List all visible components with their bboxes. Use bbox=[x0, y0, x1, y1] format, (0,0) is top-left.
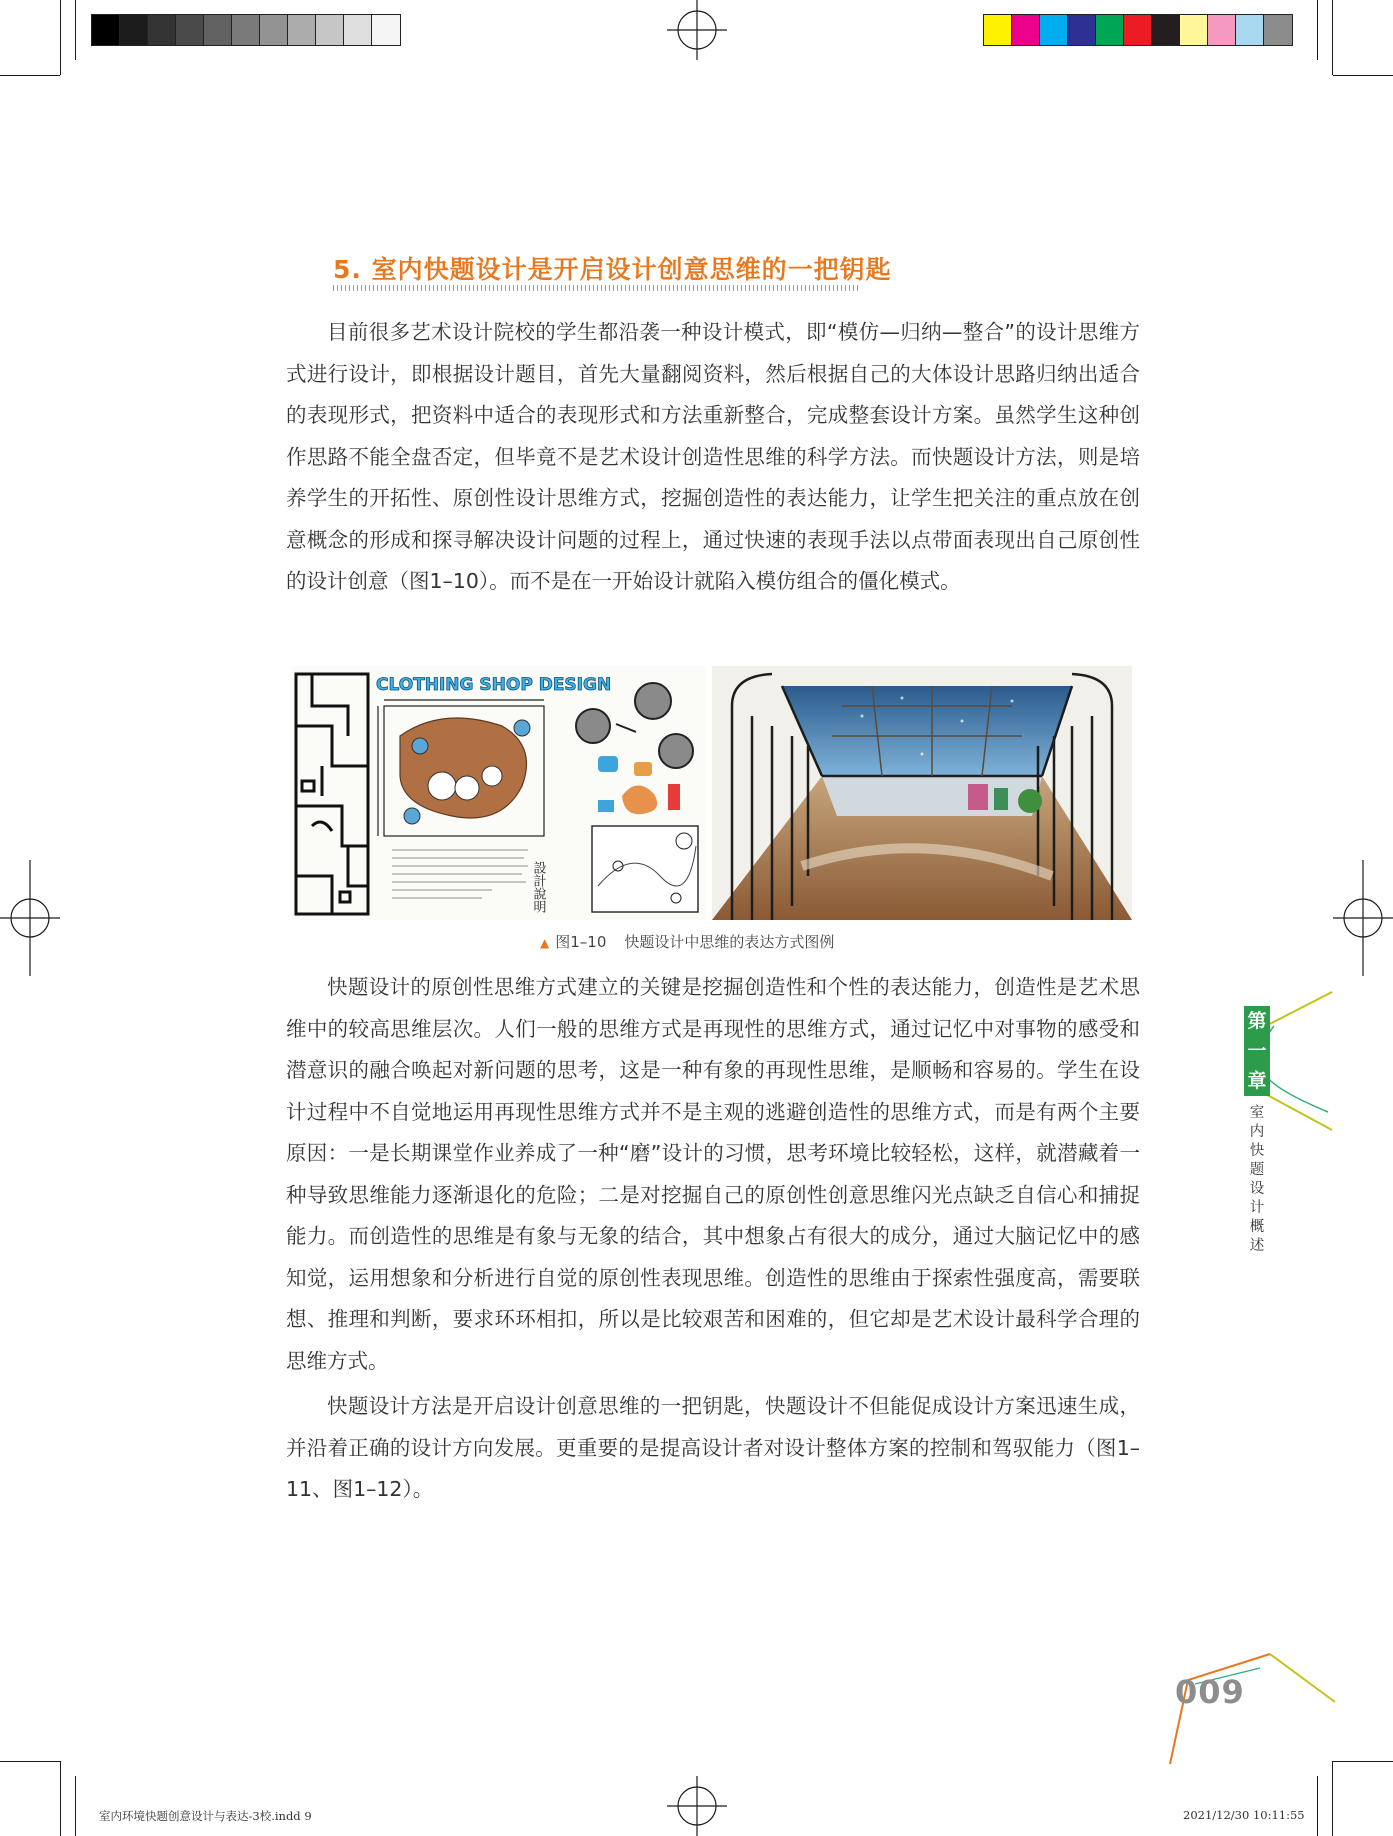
color-swatch bbox=[1208, 15, 1236, 45]
gray-swatch bbox=[92, 15, 120, 45]
gray-swatch bbox=[176, 15, 204, 45]
color-swatch bbox=[1236, 15, 1264, 45]
color-swatch bbox=[1096, 15, 1124, 45]
grayscale-calibration-bar bbox=[91, 14, 401, 46]
color-swatch bbox=[984, 15, 1012, 45]
chapter-title-char: 快 bbox=[1249, 1143, 1265, 1159]
color-swatch bbox=[1180, 15, 1208, 45]
chapter-title-char: 题 bbox=[1249, 1162, 1265, 1178]
color-swatch bbox=[1264, 15, 1292, 45]
color-swatch bbox=[1012, 15, 1040, 45]
triangle-icon: ▲ bbox=[540, 936, 550, 950]
chapter-title-char: 概 bbox=[1249, 1219, 1265, 1235]
figure-caption bbox=[540, 931, 834, 952]
gray-swatch bbox=[148, 15, 176, 45]
chapter-title-char: 设 bbox=[1249, 1181, 1265, 1197]
chapter-title-char: 室 bbox=[1249, 1105, 1265, 1121]
color-swatch bbox=[1040, 15, 1068, 45]
gray-swatch bbox=[288, 15, 316, 45]
gray-swatch bbox=[344, 15, 372, 45]
page-number: 009 bbox=[1175, 1673, 1245, 1711]
gray-swatch bbox=[204, 15, 232, 45]
chapter-char: 章 bbox=[1247, 1070, 1267, 1092]
paragraph: 目前很多艺术设计院校的学生都沿袭一种设计模式，即“模仿—归纳—整合”的设计思维方式进行设计，即根据设计题目，首先大量翻阅资料，然后根据自己的大体设计思路归纳出适合的表现形式，把资料中适合的表现形式和方法重新整合，完成整套设计方案。虽然学生这种创作思路不能全盘否定，但毕竟不是艺术设计创造性思维的科学方法。而快题设计方法，则是培养学生的开拓性、原创性设计思维方式，挖掘创造性的表达能力，让学生把关注的重点放在创意概念的形成和探寻解决设计问题的过程上，通过快速的表现手法以点带面表现出自己原创性的设计创意（图1–10）。而不是在一开始设计就陷入模仿组合的僵化模式。 bbox=[286, 320, 1140, 593]
chapter-title-char: 计 bbox=[1249, 1200, 1265, 1216]
gray-swatch bbox=[316, 15, 344, 45]
sketch-title: CLOTHING SHOP DESIGN bbox=[376, 675, 612, 695]
paragraph: 快题设计方法是开启设计创意思维的一把钥匙，快题设计不但能促成设计方案迅速生成，并沿着正确的设计方向发展。更重要的是提高设计者对设计整体方案的控制和驾驭能力（图1–11、图1–12）。 bbox=[286, 1394, 1140, 1501]
color-swatch bbox=[1152, 15, 1180, 45]
body-text-block-2 bbox=[286, 967, 1140, 1511]
gray-swatch bbox=[120, 15, 148, 45]
figure-caption-text: 快题设计中思维的表达方式图例 bbox=[624, 933, 835, 951]
section-heading: 5. 室内快题设计是开启设计创意思维的一把钥匙 bbox=[333, 255, 892, 284]
heading-underline bbox=[333, 285, 861, 291]
color-swatch bbox=[1124, 15, 1152, 45]
footer-timestamp: 2021/12/30 10:11:55 bbox=[1183, 1808, 1305, 1822]
chapter-title bbox=[1244, 1104, 1270, 1256]
chapter-char: 第 bbox=[1247, 1010, 1267, 1032]
chapter-title-char: 内 bbox=[1249, 1124, 1265, 1140]
sketch-side-text: 設計說明 bbox=[530, 861, 546, 913]
color-calibration-bar bbox=[983, 14, 1293, 46]
paragraph: 快题设计的原创性思维方式建立的关键是挖掘创造性和个性的表达能力，创造性是艺术思维中的较高思维层次。人们一般的思维方式是再现性的思维方式，通过记忆中对事物的感受和潜意识的融合唤起对新问题的思考，这是一种有象的再现性思维，是顺畅和容易的。学生在设计过程中不自觉地运用再现性思维方式并不是主观的逃避创造性的思维方式，而是有两个主要原因：一是长期课堂作业养成了一种“磨”设计的习惯，思考环境比较轻松，这样，就潜藏着一种导致思维能力逐渐退化的危险；二是对挖掘自己的原创性创意思维闪光点缺乏自信心和捕捉能力。而创造性的思维是有象与无象的结合，其中想象占有很大的成分，通过大脑记忆中的感知觉，运用想象和分析进行自觉的原创性表现思维。创造性的思维由于探索性强度高，需要联想、推理和判断，要求环环相扣，所以是比较艰苦和困难的，但它却是艺术设计最科学合理的思维方式。 bbox=[286, 975, 1140, 1373]
gray-swatch bbox=[372, 15, 400, 45]
figure-interior-rendering bbox=[712, 666, 1132, 920]
figure-label: 图1–10 bbox=[555, 933, 607, 951]
footer-filename: 室内环境快题创意设计与表达-3校.indd 9 bbox=[99, 1809, 312, 1823]
chapter-number bbox=[1244, 1006, 1270, 1096]
color-swatch bbox=[1068, 15, 1096, 45]
gray-swatch bbox=[232, 15, 260, 45]
figure-sketch-plan bbox=[292, 666, 706, 920]
chapter-tab bbox=[1244, 1006, 1272, 1256]
gray-swatch bbox=[260, 15, 288, 45]
body-text-block-1 bbox=[286, 312, 1140, 603]
chapter-char: 一 bbox=[1247, 1040, 1267, 1062]
chapter-title-char: 述 bbox=[1249, 1238, 1265, 1254]
